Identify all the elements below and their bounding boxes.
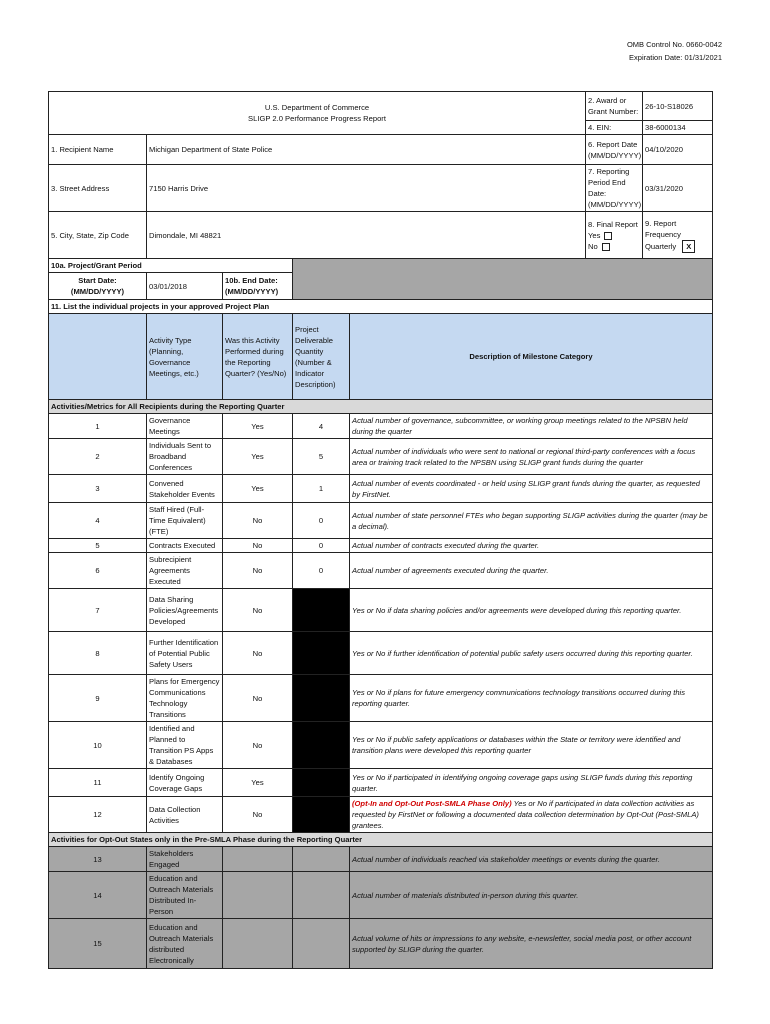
performed-value: No bbox=[223, 503, 293, 539]
start-date-label: Start Date: (MM/DD/YYYY) bbox=[49, 273, 147, 300]
quantity-blacked-out bbox=[293, 722, 350, 769]
final-report-label: 8. Final Report bbox=[588, 219, 638, 229]
milestone-description: Actual number of individuals who were sent to national or regional third-party conferences with a focus area or training track related to the NPSBN using SLIGP grant funds during the quarter bbox=[350, 439, 713, 475]
table-row bbox=[49, 439, 713, 475]
performed-value: No bbox=[223, 797, 293, 833]
table-row bbox=[49, 769, 713, 797]
quantity-value: 0 bbox=[293, 553, 350, 589]
activity-type: Contracts Executed bbox=[147, 539, 223, 553]
street-address-label: 3. Street Address bbox=[49, 165, 147, 212]
activity-type: Individuals Sent to Broadband Conferences bbox=[147, 439, 223, 475]
quantity-blacked-out bbox=[293, 632, 350, 675]
street-address-value: 7150 Harris Drive bbox=[147, 165, 586, 212]
milestone-description: Yes or No if data sharing policies and/or agreements were developed during this reporting quarter. bbox=[350, 589, 713, 632]
table-row bbox=[49, 539, 713, 553]
milestone-description: Yes or No if plans for future emergency communications technology transitions occurred during this reporting quarter. bbox=[350, 675, 713, 722]
performed-value: No bbox=[223, 632, 293, 675]
opt-in-note: (Opt-In and Opt-Out Post-SMLA Phase Only) bbox=[352, 799, 512, 808]
milestone-description: Yes or No if public safety applications or databases within the State or territory were identified and transition plans were developed this reporting quarter bbox=[350, 722, 713, 769]
quantity-blacked-out bbox=[293, 797, 350, 833]
activity-column-header: Activity Type (Planning, Governance Meetings, etc.) bbox=[147, 314, 223, 400]
report-date-value: 04/10/2020 bbox=[643, 135, 713, 165]
milestone-description: Yes or No if further identification of potential public safety users occurred during this reporting quarter. bbox=[350, 632, 713, 675]
final-report-no: No bbox=[588, 241, 640, 252]
table-row bbox=[49, 589, 713, 632]
row-number: 9 bbox=[49, 675, 147, 722]
quantity-value: 5 bbox=[293, 439, 350, 475]
milestone-description: Actual volume of hits or impressions to any website, e-newsletter, social media post, or other account supported by SLIGP during the quarter. bbox=[350, 919, 713, 969]
city-state-zip-label: 5. City, State, Zip Code bbox=[49, 212, 147, 259]
department-name: U.S. Department of Commerce bbox=[264, 103, 370, 112]
quantity-blacked-out bbox=[293, 589, 350, 632]
end-date-label: 10b. End Date: (MM/DD/YYYY) bbox=[223, 273, 293, 300]
quantity-blacked-out bbox=[293, 769, 350, 797]
report-table bbox=[48, 91, 713, 969]
activity-type: Stakeholders Engaged bbox=[147, 847, 223, 872]
milestone-description: Actual number of events coordinated - or held using SLIGP grant funds during the quarter, as requested by FirstNet. bbox=[350, 475, 713, 503]
quantity-value: 0 bbox=[293, 503, 350, 539]
milestone-description: Actual number of state personnel FTEs who began supporting SLIGP activities during the quarter (may be a decimal). bbox=[350, 503, 713, 539]
milestone-description: Actual number of contracts executed during the quarter. bbox=[350, 539, 713, 553]
quantity-value: 4 bbox=[293, 414, 350, 439]
performed-value bbox=[223, 872, 293, 919]
ein-label: 4. EIN: bbox=[586, 121, 643, 135]
table-row bbox=[49, 632, 713, 675]
row-number: 15 bbox=[49, 919, 147, 969]
performed-column-header: Was this Activity Performed during the Reporting Quarter? (Yes/No) bbox=[223, 314, 293, 400]
row-number: 2 bbox=[49, 439, 147, 475]
start-date-value: 03/01/2018 bbox=[147, 273, 223, 300]
milestone-description: Actual number of governance, subcommittee, or working group meetings related to the NPSBN held during the quarter bbox=[350, 414, 713, 439]
no-checkbox[interactable] bbox=[602, 243, 610, 251]
performed-value: No bbox=[223, 553, 293, 589]
row-number: 14 bbox=[49, 872, 147, 919]
table-row bbox=[49, 553, 713, 589]
omb-info bbox=[627, 38, 722, 64]
row-number: 1 bbox=[49, 414, 147, 439]
report-frequency-label: 9. Report Frequency bbox=[645, 218, 681, 239]
omb-control-number: OMB Control No. 0660-0042 bbox=[626, 40, 722, 49]
recipient-name-value: Michigan Department of State Police bbox=[147, 135, 586, 165]
period-end-label: 7. Reporting Period End Date: (MM/DD/YYYY) bbox=[586, 165, 643, 212]
row-number: 11 bbox=[49, 769, 147, 797]
section-opt-out: Activities for Opt-Out States only in the Pre-SMLA Phase during the Reporting Quarter bbox=[49, 833, 713, 847]
table-row bbox=[49, 872, 713, 919]
activity-type: Governance Meetings bbox=[147, 414, 223, 439]
quantity-value: 0 bbox=[293, 539, 350, 553]
report-frequency-value: Quarterly bbox=[645, 241, 677, 251]
final-report-cell bbox=[586, 212, 643, 259]
quantity-blacked-out bbox=[293, 675, 350, 722]
table-row bbox=[49, 722, 713, 769]
award-number-label: 2. Award or Grant Number: bbox=[586, 92, 643, 121]
row-number: 12 bbox=[49, 797, 147, 833]
description-column-header: Description of Milestone Category bbox=[350, 314, 713, 400]
row-number: 10 bbox=[49, 722, 147, 769]
quantity-value: 1 bbox=[293, 475, 350, 503]
performed-value: Yes bbox=[223, 439, 293, 475]
grey-filler bbox=[293, 259, 713, 300]
recipient-name-label: 1. Recipient Name bbox=[49, 135, 147, 165]
ein-value: 38-6000134 bbox=[643, 121, 713, 135]
award-number-value: 26-10-S18026 bbox=[643, 92, 713, 121]
num-column-header bbox=[49, 314, 147, 400]
report-title: SLIGP 2.0 Performance Progress Report bbox=[248, 114, 386, 123]
activity-type: Further Identification of Potential Public Safety Users bbox=[147, 632, 223, 675]
quarterly-checkbox[interactable]: X bbox=[682, 240, 695, 253]
milestone-description: (Opt-In and Opt-Out Post-SMLA Phase Only) Yes or No if participated in data collection activities as requested by FirstNet or following a documented data collection determination by Opt-Out (Post-SMLA) grantees. bbox=[350, 797, 713, 833]
city-state-zip-value: Dimondale, MI 48821 bbox=[147, 212, 586, 259]
performed-value bbox=[223, 919, 293, 969]
row-number: 5 bbox=[49, 539, 147, 553]
performed-value: Yes bbox=[223, 414, 293, 439]
milestone-description: Actual number of individuals reached via stakeholder meetings or events during the quarter. bbox=[350, 847, 713, 872]
performed-value: No bbox=[223, 722, 293, 769]
activity-type: Identified and Planned to Transition PS Apps & Databases bbox=[147, 722, 223, 769]
omb-expiration-date: Expiration Date: 01/31/2021 bbox=[629, 53, 722, 62]
period-end-value: 03/31/2020 bbox=[643, 165, 713, 212]
quantity-value bbox=[293, 872, 350, 919]
table-row bbox=[49, 414, 713, 439]
yes-checkbox[interactable] bbox=[604, 232, 612, 240]
activity-type: Convened Stakeholder Events bbox=[147, 475, 223, 503]
performed-value bbox=[223, 847, 293, 872]
activity-type: Plans for Emergency Communications Technology Transitions bbox=[147, 675, 223, 722]
milestone-description: Actual number of materials distributed in-person during this quarter. bbox=[350, 872, 713, 919]
table-row bbox=[49, 503, 713, 539]
report-frequency-cell bbox=[643, 212, 713, 259]
section-all-recipients: Activities/Metrics for All Recipients during the Reporting Quarter bbox=[49, 400, 713, 414]
report-header bbox=[49, 92, 586, 135]
table-row bbox=[49, 847, 713, 872]
performed-value: No bbox=[223, 675, 293, 722]
row-number: 6 bbox=[49, 553, 147, 589]
row-number: 8 bbox=[49, 632, 147, 675]
activity-type: Education and Outreach Materials Distributed In-Person bbox=[147, 872, 223, 919]
table-row bbox=[49, 797, 713, 833]
report-date-label: 6. Report Date (MM/DD/YYYY) bbox=[586, 135, 643, 165]
report-sheet bbox=[48, 91, 712, 969]
activity-type: Identify Ongoing Coverage Gaps bbox=[147, 769, 223, 797]
row-number: 4 bbox=[49, 503, 147, 539]
performed-value: Yes bbox=[223, 769, 293, 797]
performed-value: No bbox=[223, 589, 293, 632]
table-row bbox=[49, 475, 713, 503]
quantity-column-header: Project Deliverable Quantity (Number & Indicator Description) bbox=[293, 314, 350, 400]
row-number: 13 bbox=[49, 847, 147, 872]
activity-type: Data Collection Activities bbox=[147, 797, 223, 833]
performed-value: Yes bbox=[223, 475, 293, 503]
row-number: 3 bbox=[49, 475, 147, 503]
activity-type: Staff Hired (Full-Time Equivalent)(FTE) bbox=[147, 503, 223, 539]
activity-type: Subrecipient Agreements Executed bbox=[147, 553, 223, 589]
projects-title: 11. List the individual projects in your approved Project Plan bbox=[49, 300, 713, 314]
table-row bbox=[49, 919, 713, 969]
final-report-yes: Yes bbox=[588, 230, 640, 241]
row-number: 7 bbox=[49, 589, 147, 632]
activity-type: Education and Outreach Materials distributed Electronically bbox=[147, 919, 223, 969]
milestone-description: Actual number of agreements executed during the quarter. bbox=[350, 553, 713, 589]
quantity-value bbox=[293, 919, 350, 969]
activity-type: Data Sharing Policies/Agreements Developed bbox=[147, 589, 223, 632]
performed-value: No bbox=[223, 539, 293, 553]
milestone-description: Yes or No if participated in identifying ongoing coverage gaps using SLIGP funds during this reporting quarter. bbox=[350, 769, 713, 797]
table-row bbox=[49, 675, 713, 722]
quantity-value bbox=[293, 847, 350, 872]
grant-period-title: 10a. Project/Grant Period bbox=[49, 259, 293, 273]
